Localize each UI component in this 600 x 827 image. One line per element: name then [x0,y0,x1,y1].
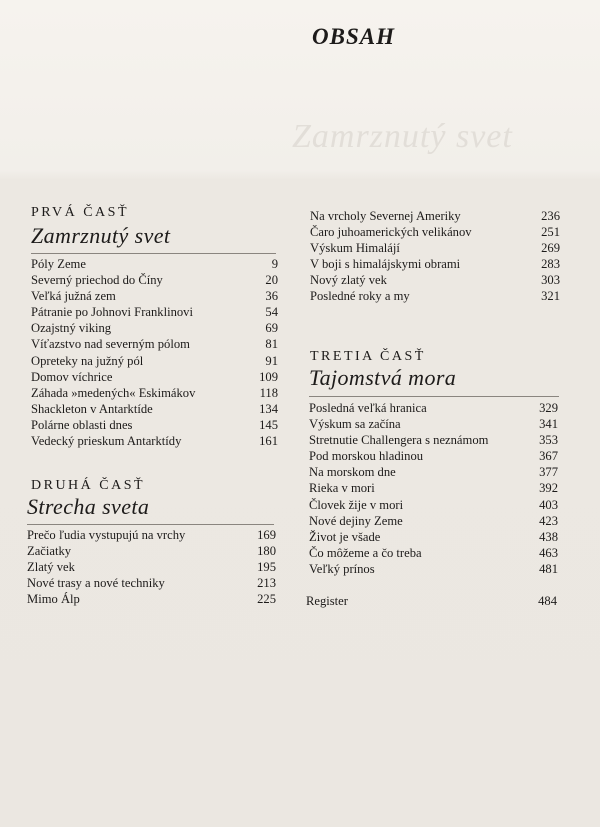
entry-page: 367 [539,449,558,464]
toc-entry[interactable] [310,224,560,240]
ghost-heading: Zamrznutý svet [292,118,513,155]
toc-entry[interactable] [31,256,278,272]
entry-page: 283 [541,257,560,272]
part-three-title: Tajomstvá mora [309,365,457,390]
entry-page: 161 [259,434,278,449]
entry-page: 81 [265,337,278,352]
toc-entry[interactable] [310,256,560,272]
toc-entry[interactable] [309,416,558,432]
toc-entry[interactable] [31,385,278,401]
entry-title: Zlatý vek [27,560,75,575]
toc-entry[interactable] [309,448,558,464]
entry-title: Domov víchrice [31,369,113,384]
entry-page: 321 [541,289,560,304]
entry-title: Záhada »medených« Eskimákov [31,385,196,400]
entry-title: Výskum Himalájí [310,241,400,256]
entry-title: Severný priechod do Číny [31,273,163,288]
toc-entry[interactable] [31,401,278,417]
toc-entry[interactable] [31,304,278,320]
entry-title: Rieka v mori [309,481,375,496]
toc-entry[interactable] [27,543,276,559]
toc-entry[interactable] [309,432,558,448]
entry-page: 481 [539,561,558,576]
entry-page: 195 [257,560,276,575]
page-title: OBSAH [312,24,395,49]
entry-page: 392 [539,481,558,496]
entry-title: Čo môžeme a čo treba [309,545,422,560]
entry-page: 463 [539,545,558,560]
entry-page: 91 [265,353,278,368]
toc-entry[interactable] [31,433,278,449]
entry-title: Začiatky [27,544,72,559]
entry-page: 20 [265,273,278,288]
entry-title: Nové trasy a nové techniky [27,576,165,591]
entry-page: 54 [265,305,278,320]
entry-title: Vedecký prieskum Antarktídy [31,434,182,449]
part-three-list [309,400,558,577]
entry-page: 303 [541,273,560,288]
entry-page: 169 [257,528,276,542]
part-three-rule [309,396,559,397]
entry-title: Polárne oblasti dnes [31,417,133,432]
entry-title: Nové dejiny Zeme [309,513,403,528]
toc-entry[interactable] [306,593,557,610]
entry-page: 377 [539,465,558,480]
part-three-label: TRETIA ČASŤ [310,349,426,364]
toc-entry[interactable] [310,208,560,224]
entry-title: Život je všade [309,529,381,544]
toc-entry[interactable] [27,527,276,543]
toc-entry[interactable] [309,561,558,577]
entry-page: 438 [539,529,558,544]
toc-entry[interactable] [309,529,558,545]
toc-entry[interactable] [309,513,558,529]
toc-entry[interactable] [309,480,558,496]
entry-title: Póly Zeme [31,257,86,271]
entry-title: Opreteky na južný pól [31,353,144,368]
part-one-rule [31,253,276,254]
part-two-label: DRUHÁ ČASŤ [31,478,146,493]
toc-entry[interactable] [310,240,560,256]
toc-entry[interactable] [27,575,276,591]
entry-title: Pod morskou hladinou [309,449,424,464]
entry-title: Register [306,594,348,608]
entry-page: 341 [539,417,558,432]
part-two-continued-list [310,208,560,305]
part-two-rule [27,524,274,525]
entry-title: Pátranie po Johnovi Franklinovi [31,305,193,320]
entry-page: 269 [541,241,560,256]
entry-page: 251 [541,225,560,240]
toc-entry[interactable] [31,353,278,369]
entry-page: 423 [539,513,558,528]
entry-page: 9 [271,257,278,271]
entry-page: 403 [539,497,558,512]
entry-page: 36 [265,289,278,304]
entry-page: 109 [259,369,278,384]
entry-page: 353 [539,433,558,448]
toc-entry[interactable] [27,559,276,575]
entry-title: Mimo Álp [27,592,80,607]
entry-title: Ozajstný viking [31,321,112,336]
entry-title: Stretnutie Challengera s neznámom [309,433,489,448]
part-one-label: PRVÁ ČASŤ [31,205,130,220]
toc-entry[interactable] [309,464,558,480]
entry-title: Posledná veľká hranica [309,401,427,415]
toc-entry[interactable] [31,320,278,336]
toc-entry[interactable] [310,288,560,304]
toc-entry[interactable] [309,400,558,416]
toc-entry[interactable] [309,545,558,561]
entry-title: Víťazstvo nad severným pólom [31,337,190,352]
part-two-title: Strecha sveta [27,494,150,519]
entry-page: 134 [259,401,278,416]
entry-title: V boji s himalájskymi obrami [310,257,461,272]
entry-title: Posledné roky a my [310,289,410,304]
entry-page: 180 [257,544,276,559]
toc-entry[interactable] [309,497,558,513]
entry-title: Výskum sa začína [309,417,401,432]
entry-page: 118 [259,385,278,400]
entry-title: Nový zlatý vek [310,273,387,288]
entry-page: 329 [539,401,558,415]
toc-entry[interactable] [31,369,278,385]
entry-title: Na morskom dne [309,465,396,480]
entry-title: Veľká južná zem [31,289,116,304]
entry-page: 225 [257,592,276,607]
part-one-title: Zamrznutý svet [31,223,171,248]
entry-title: Prečo ľudia vystupujú na vrchy [27,528,186,542]
toc-entry[interactable] [31,272,278,288]
toc-entry[interactable] [31,417,278,433]
entry-title: Veľký prínos [309,561,375,576]
entry-title: Čaro juhoamerických velikánov [310,225,472,240]
entry-title: Shackleton v Antarktíde [31,401,153,416]
entry-page: 236 [541,209,560,223]
entry-page: 213 [257,576,276,591]
entry-title: Človek žije v mori [309,497,404,512]
part-two-list [27,527,276,607]
register-entry [306,593,557,610]
part-one-list [31,256,278,449]
entry-page: 484 [538,594,557,608]
entry-title: Na vrcholy Severnej Ameriky [310,209,461,223]
toc-entry[interactable] [31,336,278,352]
toc-entry[interactable] [27,591,276,607]
entry-page: 145 [259,417,278,432]
toc-entry[interactable] [31,288,278,304]
entry-page: 69 [265,321,278,336]
toc-entry[interactable] [310,272,560,288]
